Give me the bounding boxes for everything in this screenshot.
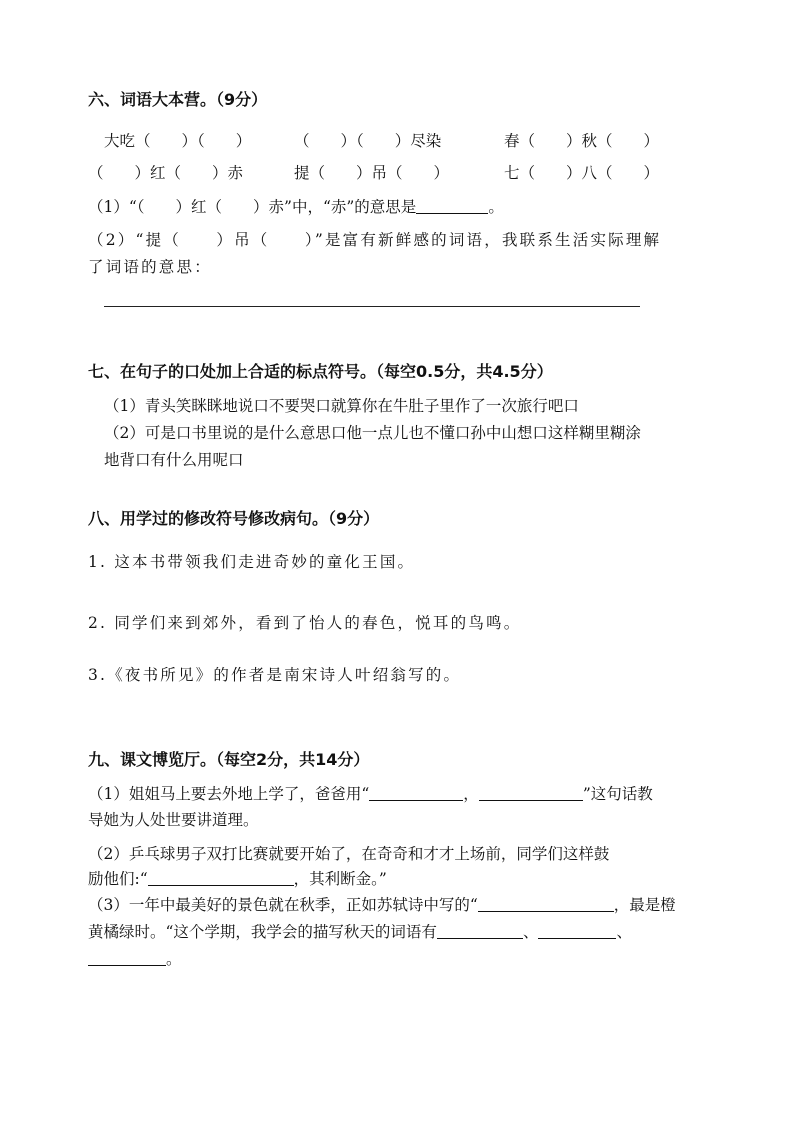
s9-question-3-cont: 黄橘绿时。“这个学期，我学会的描写秋天的词语有 、 、 xyxy=(88,923,632,941)
answer-line[interactable] xyxy=(104,306,640,307)
s6-question-2: （2）“提（ ）吊（ ）”是富有新鲜感的词语，我联系生活实际理解 xyxy=(88,231,662,249)
s9-question-1: （1）姐姐马上要去外地上学了，爸爸用“ ， ”这句话教 xyxy=(88,785,653,803)
answer-blank[interactable] xyxy=(478,897,614,912)
answer-blank[interactable] xyxy=(416,199,488,214)
s6-question-1: （1）“（ ）红（ ）赤”中，“赤”的意思是 。 xyxy=(88,198,504,216)
section-9-heading: 九、课文博览厅。（每空2分，共14分） xyxy=(88,750,370,769)
answer-blank[interactable] xyxy=(148,871,294,886)
answer-blank[interactable] xyxy=(538,924,616,939)
section-7-heading: 七、在句子的口处加上合适的标点符号。（每空0.5分，共4.5分） xyxy=(88,362,553,381)
s9-question-2: （2）乒乓球男子双打比赛就要开始了，在奇奇和才才上场前，同学们这样鼓 xyxy=(88,845,610,863)
section-6-heading: 六、词语大本营。（9分） xyxy=(88,90,268,109)
answer-blank[interactable] xyxy=(88,951,166,966)
answer-blank[interactable] xyxy=(479,786,583,801)
s8-sentence-2: 2. 同学们来到郊外，看到了怡人的春色，悦耳的鸟鸣。 xyxy=(88,614,522,632)
s6-row1-item2: （ ）（ ）尽染 xyxy=(294,132,442,150)
s9-question-3-end: 。 xyxy=(88,949,182,969)
s6-row2-item1: （ ）红（ ）赤 xyxy=(88,164,244,182)
section-8-heading: 八、用学过的修改符号修改病句。（9分） xyxy=(88,509,380,528)
s8-sentence-1: 1. 这本书带领我们走进奇妙的童化王国。 xyxy=(88,553,416,571)
s6-row1-item3: 春（ ）秋（ ） xyxy=(504,132,660,150)
s7-line-2: （2）可是口书里说的是什么意思口他一点儿也不懂口孙中山想口这样糊里糊涂 xyxy=(104,424,641,442)
s9-question-1-cont: 导她为人处世要讲道理。 xyxy=(88,811,259,829)
s6-row2-item2: 提（ ）吊（ ） xyxy=(294,164,450,182)
s7-line-3: 地背口有什么用呢口 xyxy=(104,451,244,469)
s6-question-2-cont: 了词语的意思： xyxy=(88,258,212,276)
s9-question-2-cont: 励他们:“ ，其利断金。” xyxy=(88,870,387,888)
s9-question-3: （3）一年中最美好的景色就在秋季，正如苏轼诗中写的“ ，最是橙 xyxy=(88,896,676,914)
s7-line-1: （1）青头笑眯眯地说口不要哭口就算你在牛肚子里作了一次旅行吧口 xyxy=(104,397,579,415)
answer-blank[interactable] xyxy=(437,924,523,939)
answer-blank[interactable] xyxy=(369,786,463,801)
s6-row2-item3: 七（ ）八（ ） xyxy=(504,164,660,182)
s8-sentence-3: 3.《夜书所见》的作者是南宋诗人叶绍翁写的。 xyxy=(88,666,462,684)
s6-row1-item1: 大吃（ ）（ ） xyxy=(104,132,252,150)
